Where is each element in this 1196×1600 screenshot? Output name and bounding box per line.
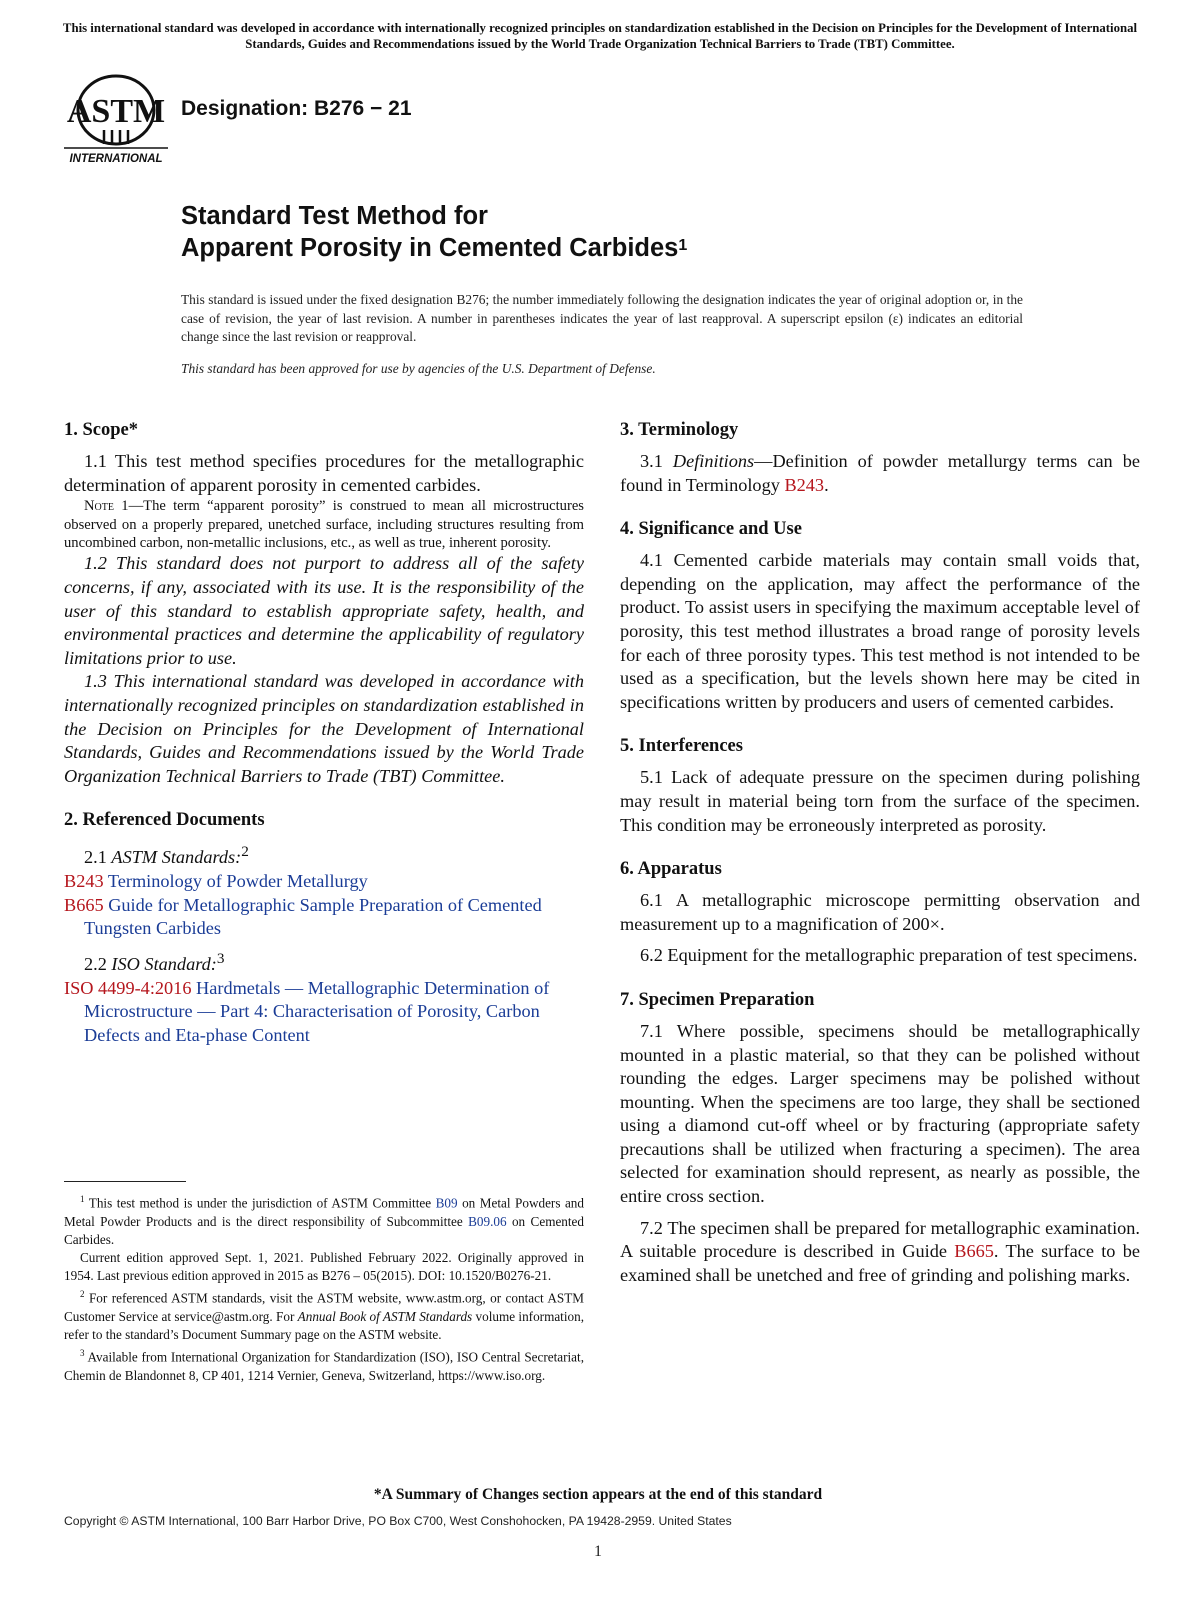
para-1-1: 1.1 This test method specifies procedures for the metallographic determination of apparent porosity in cemented carbides. — [64, 451, 584, 495]
right-column — [620, 418, 1140, 1287]
note-1-label: Note 1 — [84, 498, 129, 515]
para-7-2-text-a: 7.2 The specimen shall be prepared for metallographic examination. A suitable procedure is described in Guide — [620, 1217, 1140, 1262]
para-2-2-label: ISO Standard: — [111, 953, 217, 974]
title-line-1: Standard Test Method for — [181, 202, 488, 230]
para-4-1: 4.1 Cemented carbide materials may contain small voids that, depending on the application, may affect the performance of the product. To assist users in specifying the maximum acceptable level of porosity, this test method illustrates a broad range of porosity levels for each of three porosity types. This test method is not intended to be used as a specification, but the levels shown here may be cited in specifications written by producers and users of cemented carbides. — [620, 550, 1140, 712]
footnote-2-text-a: For referenced ASTM standards, visit the ASTM website, www.astm.org, or contact ASTM Customer Service at service@astm.org. For — [64, 1290, 584, 1324]
page-number: 1 — [594, 1543, 602, 1560]
title-line-2-text: Apparent Porosity in Cemented Carbides — [181, 234, 679, 262]
para-3-1 — [620, 450, 1140, 497]
reference-b243-code[interactable]: B243 — [64, 871, 104, 892]
footnote-1-text-a: This test method is under the jurisdiction of ASTM Committee — [84, 1195, 436, 1211]
footnote-2-mark: 2 — [80, 1289, 85, 1300]
reference-b243-title[interactable]: Terminology of Powder Metallurgy — [103, 871, 368, 892]
copyright: Copyright © ASTM International, 100 Barr Harbor Drive, PO Box C700, West Conshohocken, PA 19428-2959. United States — [64, 1514, 732, 1528]
logo-text: ASTM — [66, 93, 166, 130]
reference-iso-code[interactable]: ISO 4499-4:2016 — [64, 977, 192, 998]
para-2-1 — [64, 840, 584, 870]
footnote-3-mark: 3 — [80, 1348, 85, 1359]
para-7-1: 7.1 Where possible, specimens should be metallographically mounted in a plastic material, so that they can be polished without rounding the edges. Larger specimens may be polished without mounting. When the specimens are too large, they shall be sectioned using a diamond cut-off wheel or by fracturing (appropriate safety precautions shall be utilized when fracturing a specimen). The area selected for examination should represent, as nearly as possible, the entire cross section. — [620, 1020, 1140, 1207]
reference-b665[interactable] — [64, 894, 584, 941]
para-7-2 — [620, 1217, 1140, 1288]
note-1 — [64, 497, 584, 552]
document-title — [181, 200, 687, 264]
reference-b665-title[interactable]: Guide for Metallographic Sample Preparation of Cemented Tungsten Carbides — [84, 894, 542, 939]
para-1-2: 1.2 This standard does not purport to address all of the safety concerns, if any, associated with its use. It is the responsibility of the user of this standard to establish appropriate safety, health, and environmental practices and determine the applicability of regulatory limitations prior to use. — [64, 553, 584, 668]
section-6-heading: 6. Apparatus — [620, 859, 722, 880]
footnote-2-italic: Annual Book of ASTM Standards — [297, 1309, 473, 1324]
link-subcommittee-b09-06[interactable]: B09.06 — [468, 1213, 507, 1229]
reference-b665-code[interactable]: B665 — [64, 894, 104, 915]
para-3-1-term: Definitions — [672, 451, 755, 471]
link-b243[interactable]: B243 — [784, 474, 825, 495]
section-1-heading: 1. Scope* — [64, 420, 138, 440]
wto-notice: This international standard was developed in accordance with internationally recognized principles on standardization established in the Decision on Principles for the Development of International Standards, Guides and Recommendations issued by the World Trade Organization Technical Barriers to Trade (TBT) Committee. — [62, 21, 1138, 51]
para-5-1: 5.1 Lack of adequate pressure on the specimen during polishing may result in material being torn from the surface of the specimen. This condition may be erroneously interpreted as porosity. — [620, 767, 1140, 835]
title-line-2 — [181, 232, 687, 264]
footnote-1-mark: 1 — [80, 1194, 85, 1204]
para-2-2 — [64, 947, 584, 977]
para-2-1-num: 2.1 — [84, 847, 112, 868]
section-2-heading: 2. Referenced Documents — [64, 810, 265, 831]
dod-approval: This standard has been approved for use by agencies of the U.S. Department of Defense. — [181, 361, 656, 376]
footnote-divider — [64, 1181, 186, 1182]
summary-of-changes-note: *A Summary of Changes section appears at the end of this standard — [373, 1486, 823, 1503]
para-3-1-end: . — [824, 474, 829, 495]
footnote-1-text-c: on Cemented Carbides. — [64, 1213, 585, 1247]
footnote-2-ref: 2 — [241, 843, 249, 861]
footnote-3 — [64, 1344, 584, 1385]
designation: Designation: B276 − 21 — [181, 97, 412, 120]
footnote-1 — [64, 1190, 584, 1249]
para-2-2-num: 2.2 — [84, 953, 112, 974]
logo-subtext: INTERNATIONAL — [69, 153, 163, 165]
section-5-heading: 5. Interferences — [620, 736, 743, 757]
link-b665[interactable]: B665 — [954, 1241, 994, 1262]
para-3-1-num: 3.1 — [640, 451, 673, 471]
para-3-1-text: —Definition of powder metallurgy terms can be found in Terminology — [620, 451, 1140, 495]
astm-logo-icon — [60, 70, 172, 166]
footnote-2-text-b: volume information, refer to the standard’s Document Summary page on the ASTM website. — [64, 1309, 584, 1343]
footnote-3-ref: 3 — [216, 949, 225, 967]
link-committee-b09[interactable]: B09 — [435, 1195, 458, 1211]
title-footnote-ref: 1 — [678, 237, 688, 254]
section-4-heading: 4. Significance and Use — [620, 519, 802, 540]
reference-b243[interactable] — [64, 870, 584, 894]
footnotes — [64, 1190, 584, 1385]
para-6-1: 6.1 A metallographic microscope permitting observation and measurement up to a magnification of 200×. — [620, 890, 1140, 934]
section-7-heading: 7. Specimen Preparation — [620, 989, 815, 1010]
para-2-1-label: ASTM Standards: — [111, 847, 242, 868]
footnote-3-text: Available from International Organization for Standardization (ISO), ISO Central Secretariat, Chemin de Blandonnet 8, CP 401, 1214 Vernier, Geneva, Switzerland, https://www.iso.org. — [64, 1349, 584, 1383]
para-1-3: 1.3 This international standard was developed in accordance with internationally recognized principles on standardization established in the Decision on Principles for the Development of International Standards, Guides and Recommendations issued by the World Trade Organization Technical Barriers to Trade (TBT) Committee. — [64, 671, 584, 786]
issued-statement: This standard is issued under the fixed designation B276; the number immediately following the designation indicates the year of original adoption or, in the case of revision, the year of last revision. A number in parentheses indicates the year of last reapproval. A superscript epsilon (ε) indicates an editorial change since the last revision or reapproval. — [181, 292, 1023, 344]
note-1-text: —The term “apparent porosity” is construed to mean all microstructures observed on a properly prepared, unetched surface, including structures resulting from uncombined carbon, non-metallic inclusions, etc., as well as true, inherent porosity. — [64, 498, 584, 551]
reference-iso-title[interactable]: Hardmetals — Metallographic Determination of Microstructure — Part 4: Characterisation of Porosity, Carbon Defects and Eta-phase Content — [84, 977, 550, 1045]
para-7-2-text-b: . The surface to be examined shall be unetched and free of grinding and polishing marks. — [620, 1241, 1140, 1285]
footnote-1-text-b: on Metal Powders and Metal Powder Products and is the direct responsibility of Subcommittee — [64, 1195, 584, 1229]
section-3-heading: 3. Terminology — [620, 420, 739, 440]
para-6-2: 6.2 Equipment for the metallographic preparation of test specimens. — [640, 945, 1138, 966]
footnote-2 — [64, 1285, 584, 1344]
footnote-1-edition: Current edition approved Sept. 1, 2021. Published February 2022. Originally approved in 1954. Last previous edition approved in 2015 as B276 – 05(2015). DOI: 10.1520/B0276-21. — [64, 1250, 584, 1284]
reference-iso-4499[interactable] — [64, 977, 584, 1048]
left-column — [64, 418, 584, 1047]
